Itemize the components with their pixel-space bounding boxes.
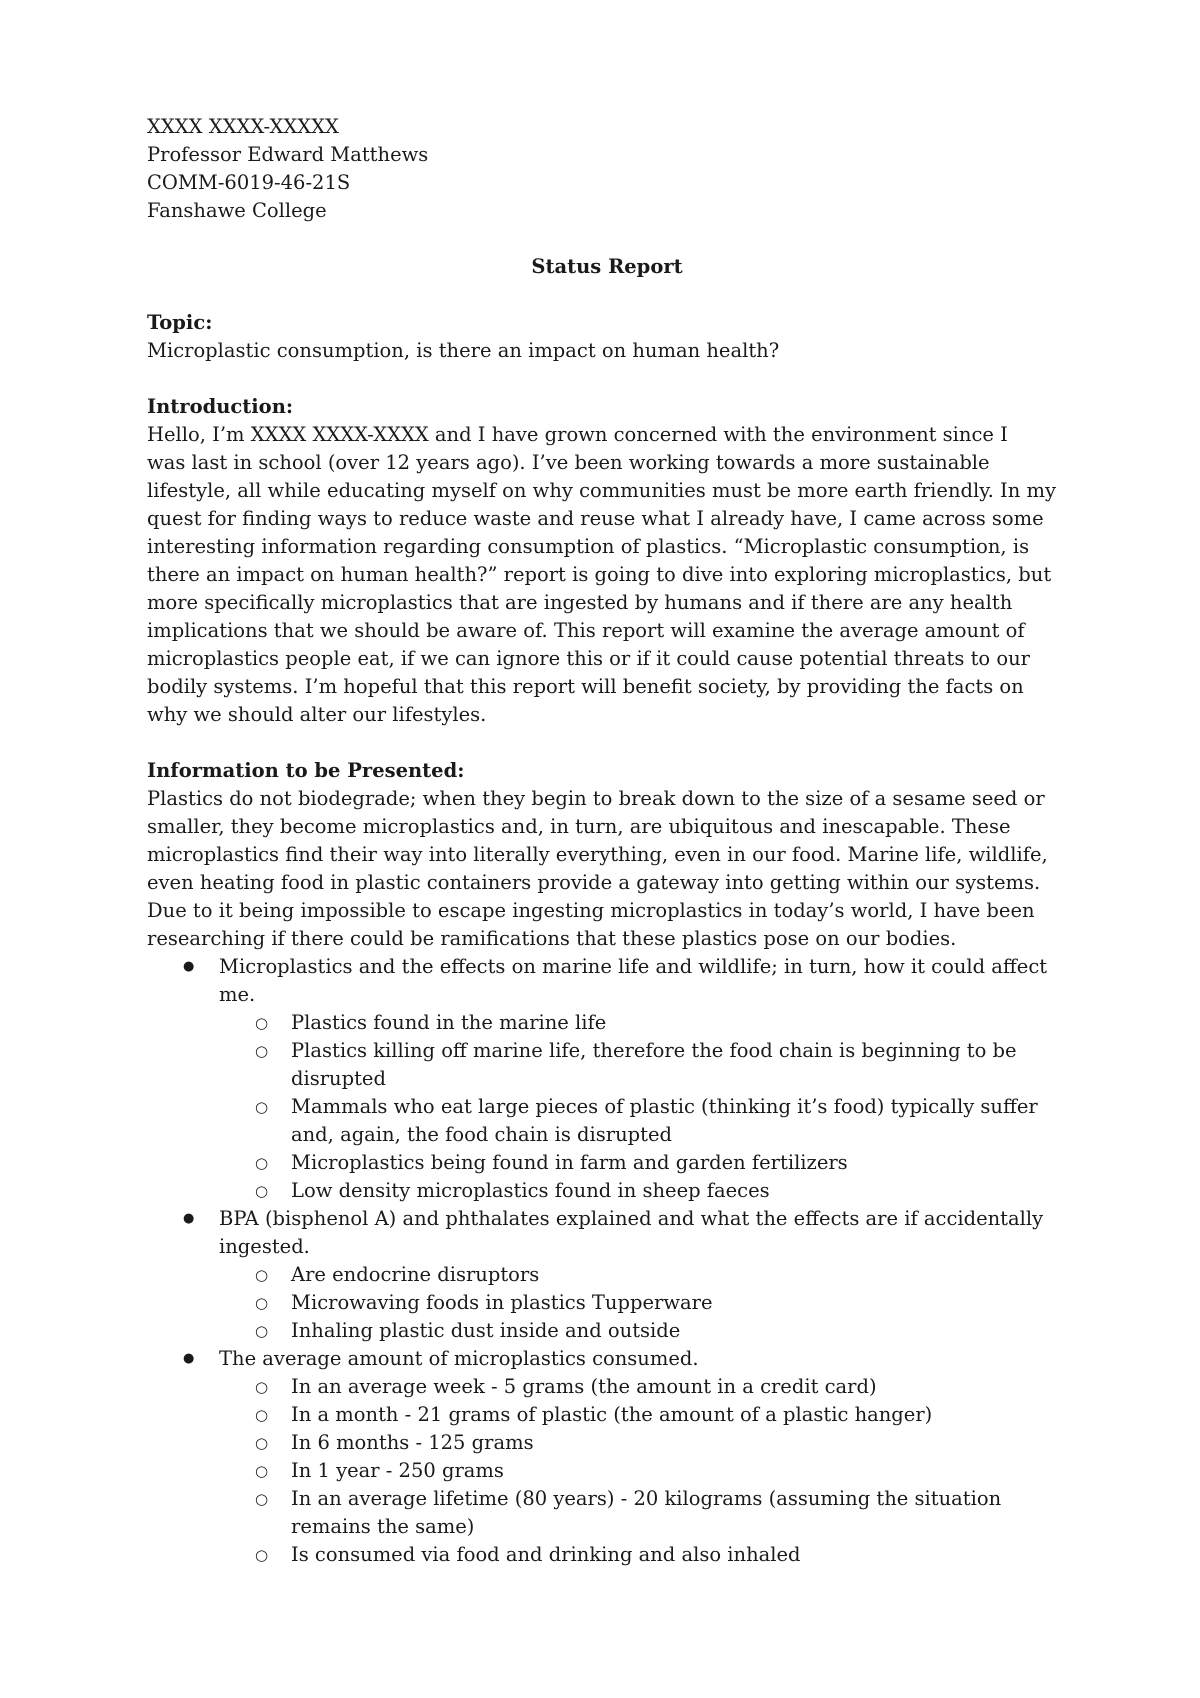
sub-bullet-text-line: ○ Plastics killing off marine life, therefore the food chain is beginning to be [291,1039,1017,1062]
introduction-line: more specifically microplastics that are ingested by humans and if there are any health [147,591,1013,614]
sub-bullet-text-line: ○ In an average lifetime (80 years) - 20 kilograms (assuming the situation [291,1487,1002,1510]
introduction-paragraph [147,421,1067,729]
sub-bullet-item [219,1037,1067,1093]
information-line: smaller, they become microplastics and, in turn, are ubiquitous and inescapable. These [147,815,1011,838]
information-paragraph [147,785,1067,953]
sub-bullet-list [147,1261,1067,1345]
sub-bullet-text-line: ○ Microwaving foods in plastics Tupperware [291,1291,713,1314]
sub-bullet-text-line: ○ Microplastics being found in farm and garden fertilizers [291,1151,848,1174]
sub-bullet-item [219,1177,1067,1205]
sub-bullet-item [219,1373,1067,1401]
information-line: even heating food in plastic containers provide a gateway into getting within our systems. [147,871,1041,894]
sub-bullet-text-line: ○ In 1 year - 250 grams [291,1459,504,1482]
bullet-text-line: ingested. [219,1235,310,1258]
sub-bullet-text-line: ○ In an average week - 5 grams (the amount in a credit card) [291,1375,877,1398]
header-block [147,113,1067,225]
document-body [147,113,1067,1569]
sub-bullet-item [219,1485,1067,1541]
sub-bullet-text-line: ○ Are endocrine disruptors [291,1263,540,1286]
introduction-line: lifestyle, all while educating myself on why communities must be more earth friendly. In my [147,479,1057,502]
introduction-line: bodily systems. I’m hopeful that this report will benefit society, by providing the facts on [147,675,1024,698]
introduction-line: quest for finding ways to reduce waste and reuse what I already have, I came across some [147,507,1044,530]
course-code: COMM-6019-46-21S [147,171,351,194]
sub-bullet-text-line: ○ Is consumed via food and drinking and also inhaled [291,1543,801,1566]
sub-bullet-list [147,1009,1067,1205]
introduction-section [147,393,1067,729]
sub-bullet-text-line: ○ Mammals who eat large pieces of plastic (thinking it’s food) typically suffer [291,1095,1038,1118]
sub-bullet-text-line: ○ In a month - 21 grams of plastic (the amount of a plastic hanger) [291,1403,933,1426]
sub-bullet-text-line: ○ In 6 months - 125 grams [291,1431,534,1454]
sub-bullet-text-line: remains the same) [291,1515,475,1538]
topic-text: Microplastic consumption, is there an impact on human health? [147,339,780,362]
introduction-line: implications that we should be aware of. This report will examine the average amount of [147,619,1025,642]
bullet-text-line: ● Microplastics and the effects on marine life and wildlife; in turn, how it could affect [219,955,1048,978]
bullet-item [147,1345,1067,1373]
college-name: Fanshawe College [147,199,327,222]
introduction-line: was last in school (over 12 years ago). I’ve been working towards a more sustainable [147,451,990,474]
sub-bullet-text-line: ○ Plastics found in the marine life [291,1011,607,1034]
bullet-text-line: ● BPA (bisphenol A) and phthalates explained and what the effects are if accidentally [219,1207,1044,1230]
sub-bullet-text-line: ○ Inhaling plastic dust inside and outside [291,1319,681,1342]
student-name: XXXX XXXX-XXXXX [147,115,339,138]
introduction-line: interesting information regarding consumption of plastics. “Microplastic consumption, is [147,535,1030,558]
bullet-item [147,1205,1067,1261]
sub-bullet-text-line: and, again, the food chain is disrupted [291,1123,672,1146]
sub-bullet-item [219,1093,1067,1149]
sub-bullet-item [219,1289,1067,1317]
topic-section [147,309,1067,365]
information-line: Due to it being impossible to escape ingesting microplastics in today’s world, I have been [147,899,1035,922]
topic-heading: Topic: [147,311,213,334]
information-line: microplastics find their way into literally everything, even in our food. Marine life, wildlife, [147,843,1048,866]
professor-name: Professor Edward Matthews [147,143,429,166]
bullet-item [147,953,1067,1009]
sub-bullet-item [219,1149,1067,1177]
sub-bullet-item [219,1429,1067,1457]
introduction-line: microplastics people eat, if we can ignore this or if it could cause potential threats to our [147,647,1030,670]
sub-bullet-list [147,1373,1067,1569]
sub-bullet-item [219,1009,1067,1037]
sub-bullet-item [219,1401,1067,1429]
document-title: Status Report [531,255,683,278]
sub-bullet-item [219,1457,1067,1485]
bullet-text-line: ● The average amount of microplastics consumed. [219,1347,699,1370]
information-line: researching if there could be ramifications that these plastics pose on our bodies. [147,927,957,950]
bullet-text-line: me. [219,983,256,1006]
introduction-line: Hello, I’m XXXX XXXX-XXXX and I have grown concerned with the environment since I [147,423,1008,446]
sub-bullet-item [219,1541,1067,1569]
introduction-line: why we should alter our lifestyles. [147,703,487,726]
information-line: Plastics do not biodegrade; when they begin to break down to the size of a sesame seed or [147,787,1045,810]
introduction-heading: Introduction: [147,395,294,418]
introduction-line: there an impact on human health?” report is going to dive into exploring microplastics, but [147,563,1052,586]
information-heading: Information to be Presented: [147,759,465,782]
sub-bullet-item [219,1317,1067,1345]
sub-bullet-text-line: ○ Low density microplastics found in sheep faeces [291,1179,770,1202]
sub-bullet-item [219,1261,1067,1289]
information-bullet-list [147,953,1067,1569]
sub-bullet-text-line: disrupted [291,1067,386,1090]
information-section [147,757,1067,1569]
